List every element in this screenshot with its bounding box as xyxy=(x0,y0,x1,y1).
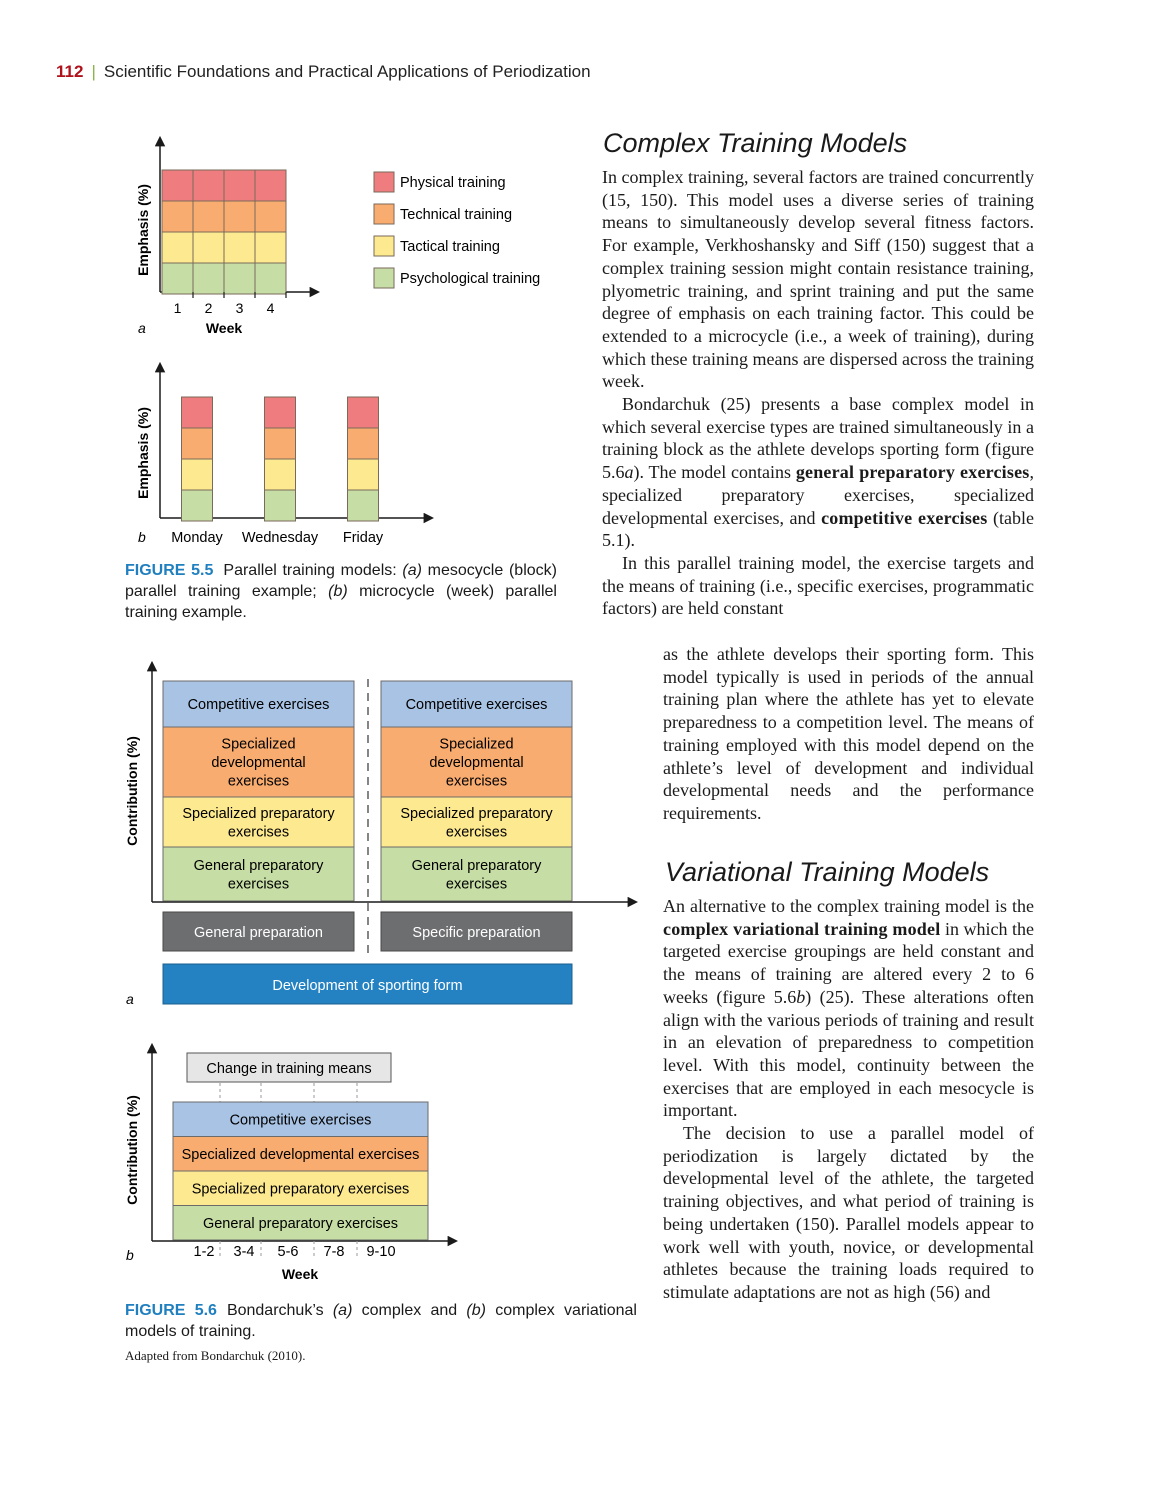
figure-5-6b xyxy=(118,1040,463,1285)
y-axis-label: Emphasis (%) xyxy=(135,184,151,276)
stack-block-label: Specialized developmental exercises xyxy=(211,736,306,790)
stack-block-psychological xyxy=(163,847,354,901)
week-tick-label: 3 xyxy=(235,300,244,316)
grid-cell-technical xyxy=(162,201,193,232)
grid-cell-psychological xyxy=(224,263,255,294)
section-title-complex: Complex Training Models xyxy=(603,128,908,158)
grid-cell-tactical xyxy=(162,232,193,263)
day-bars xyxy=(171,397,384,546)
stack-general-phase xyxy=(163,681,354,901)
week-label: 5-6 xyxy=(277,1244,299,1260)
stack-block-label: Competitive exercises xyxy=(405,697,548,713)
legend xyxy=(374,172,540,288)
emphasis-grid xyxy=(162,170,286,294)
general-preparation-label: General preparation xyxy=(194,925,323,941)
bar-segment-technical xyxy=(348,428,379,459)
y-axis-label: Contribution (%) xyxy=(124,1095,140,1205)
panel-letter: b xyxy=(138,529,146,545)
bar-segment-physical xyxy=(182,397,213,428)
body-text-upper xyxy=(602,166,1034,620)
x-axis-label: Week xyxy=(205,320,243,336)
bar-segment-physical xyxy=(348,397,379,428)
figure-5-6a xyxy=(118,655,642,1015)
bar-segment-psychological xyxy=(182,490,213,521)
day-label: Wednesday xyxy=(241,530,319,546)
week-label: 9-10 xyxy=(366,1244,396,1260)
stack-block-label: General preparatory exercises xyxy=(193,857,324,893)
figure-5-5a xyxy=(120,130,560,345)
grid-cell-technical xyxy=(193,201,224,232)
legend-label: Technical training xyxy=(400,207,513,223)
x-axis-label: Week xyxy=(281,1266,319,1282)
figure-5-6-caption: FIGURE 5.6 Bondarchuk’s (a) complex and (b) complex variational models of training. xyxy=(125,1302,637,1340)
paragraph: as the athlete develops their sporting form. This model typically is used in periods of the annual training plan where the athlete has yet to elevate preparedness to a competition level. The means of training employed with this model depend on the athlete’s level of development and individual developmental needs and the performance requirements. xyxy=(663,644,1034,823)
week-label: 3-4 xyxy=(233,1244,255,1260)
y-axis-label: Emphasis (%) xyxy=(135,407,151,499)
figure-label: FIGURE 5.5 xyxy=(125,562,214,579)
running-header: 112 | Scientific Foundations and Practical Applications of Periodization xyxy=(56,62,591,81)
row-label: Specialized developmental exercises xyxy=(181,1146,420,1163)
figure-label: FIGURE 5.6 xyxy=(125,1302,217,1319)
bar-segment-psychological xyxy=(265,490,296,521)
panel-letter: a xyxy=(138,320,146,336)
week-labels xyxy=(194,1244,396,1260)
bar-segment-tactical xyxy=(265,459,296,490)
grid-cell-physical xyxy=(224,170,255,201)
legend-label: Tactical training xyxy=(400,239,500,255)
sporting-form-label: Development of sporting form xyxy=(272,978,463,994)
legend-swatch-technical xyxy=(374,204,394,224)
grid-cell-psychological xyxy=(193,263,224,294)
grid-cell-tactical xyxy=(224,232,255,263)
body-text-lower xyxy=(663,895,1034,1304)
section-title-variational: Variational Training Models xyxy=(665,857,990,887)
grid-cell-psychological xyxy=(162,263,193,294)
stack-block-label: Specialized preparatory exercises xyxy=(400,805,553,841)
stack-block-psychological xyxy=(381,847,572,901)
stack-specific-phase xyxy=(381,681,572,901)
grid-cell-tactical xyxy=(255,232,286,263)
grid-cell-psychological xyxy=(255,263,286,294)
week-tick-label: 1 xyxy=(173,300,182,316)
bar-segment-tactical xyxy=(182,459,213,490)
legend-swatch-psychological xyxy=(374,268,394,288)
grid-cell-physical xyxy=(162,170,193,201)
bar-segment-technical xyxy=(265,428,296,459)
legend-label: Psychological training xyxy=(400,271,541,287)
stack-block-label: General preparatory exercises xyxy=(411,857,542,893)
body-text-continued xyxy=(663,643,1034,825)
paragraph: An alternative to the complex training model is the complex variational training model in which the targeted exercise groupings are held constant and the means of training are altered every 2 to 6 weeks (figure 5.6b) (25). These alterations often align with the various periods of training and result in an elevation of preparedness to competition level. With this model, continuity between the exercises that are employed in each mesocycle is important. xyxy=(663,896,1034,1121)
row-label: Specialized preparatory exercises xyxy=(191,1181,410,1198)
grid-cell-tactical xyxy=(193,232,224,263)
legend-swatch-tactical xyxy=(374,236,394,256)
week-label: 7-8 xyxy=(323,1244,345,1260)
stack-block-label: Specialized developmental exercises xyxy=(429,736,524,790)
bar-segment-psychological xyxy=(348,490,379,521)
paragraph: The decision to use a parallel model of periodization is largely dictated by the developmental level of the athlete, the targeted training objectives, and what period of training is being undertaken (150). Parallel models appear to work well with youth, novice, or developmental athletes because the training loads required to stimulate adaptations are not as high (56) and xyxy=(663,1123,1034,1302)
grid-cell-physical xyxy=(193,170,224,201)
y-axis-label: Contribution (%) xyxy=(124,736,140,846)
page-number: 112 xyxy=(56,62,84,81)
row-label: Competitive exercises xyxy=(229,1112,372,1129)
row-label: General preparatory exercises xyxy=(202,1215,399,1232)
week-label: 1-2 xyxy=(193,1244,215,1260)
paragraph: In complex training, several factors are trained concurrently (15, 150). This model uses a diverse series of training means to simultaneously develop several fitness factors. For example, Verkhoshansky and Siff (150) suggest that a complex training session might contain resistance training, plyometric training, and sprint training and put the same degree of emphasis on each training factor. This could be extended to a microcycle (i.e., a week of training), during which these training means are dispersed across the training week. xyxy=(602,167,1034,392)
change-label: Change in training means xyxy=(206,1061,372,1077)
legend-label: Physical training xyxy=(400,175,506,191)
figure-5-5b xyxy=(120,358,450,550)
exercise-rows xyxy=(173,1102,428,1240)
running-title: Scientific Foundations and Practical Applications of Periodization xyxy=(103,62,591,81)
week-tick-label: 4 xyxy=(266,300,275,316)
paragraph: Bondarchuk (25) presents a base complex model in which several exercise types are trained simultaneously in a training block as the athlete develops sporting form (figure 5.6a). The model contains general preparatory exercises, specialized preparatory exercises, specialized developmental exercises, and competitive exercises (table 5.1). xyxy=(602,394,1034,551)
figure-5-5-caption: FIGURE 5.5 Parallel training models: (a) mesocycle (block) parallel training example; (b) microcycle (week) parallel training example. xyxy=(125,562,557,621)
bar-segment-tactical xyxy=(348,459,379,490)
stack-block-label: Specialized preparatory exercises xyxy=(182,805,335,841)
day-label: Friday xyxy=(342,530,384,546)
grid-cell-physical xyxy=(255,170,286,201)
bar-segment-physical xyxy=(265,397,296,428)
bar-segment-technical xyxy=(182,428,213,459)
panel-letter: b xyxy=(126,1247,134,1263)
figure-credit: Adapted from Bondarchuk (2010). xyxy=(125,1348,306,1363)
grid-cell-technical xyxy=(255,201,286,232)
panel-letter: a xyxy=(126,991,134,1007)
paragraph: In this parallel training model, the exercise targets and the means of training (i.e., specific exercises, programmatic factors) are held constant xyxy=(602,552,1034,619)
legend-swatch-physical xyxy=(374,172,394,192)
week-tick-label: 2 xyxy=(204,300,213,316)
specific-preparation-label: Specific preparation xyxy=(412,925,541,941)
day-label: Monday xyxy=(171,530,223,546)
stack-block-label: Competitive exercises xyxy=(187,697,330,713)
grid-cell-technical xyxy=(224,201,255,232)
